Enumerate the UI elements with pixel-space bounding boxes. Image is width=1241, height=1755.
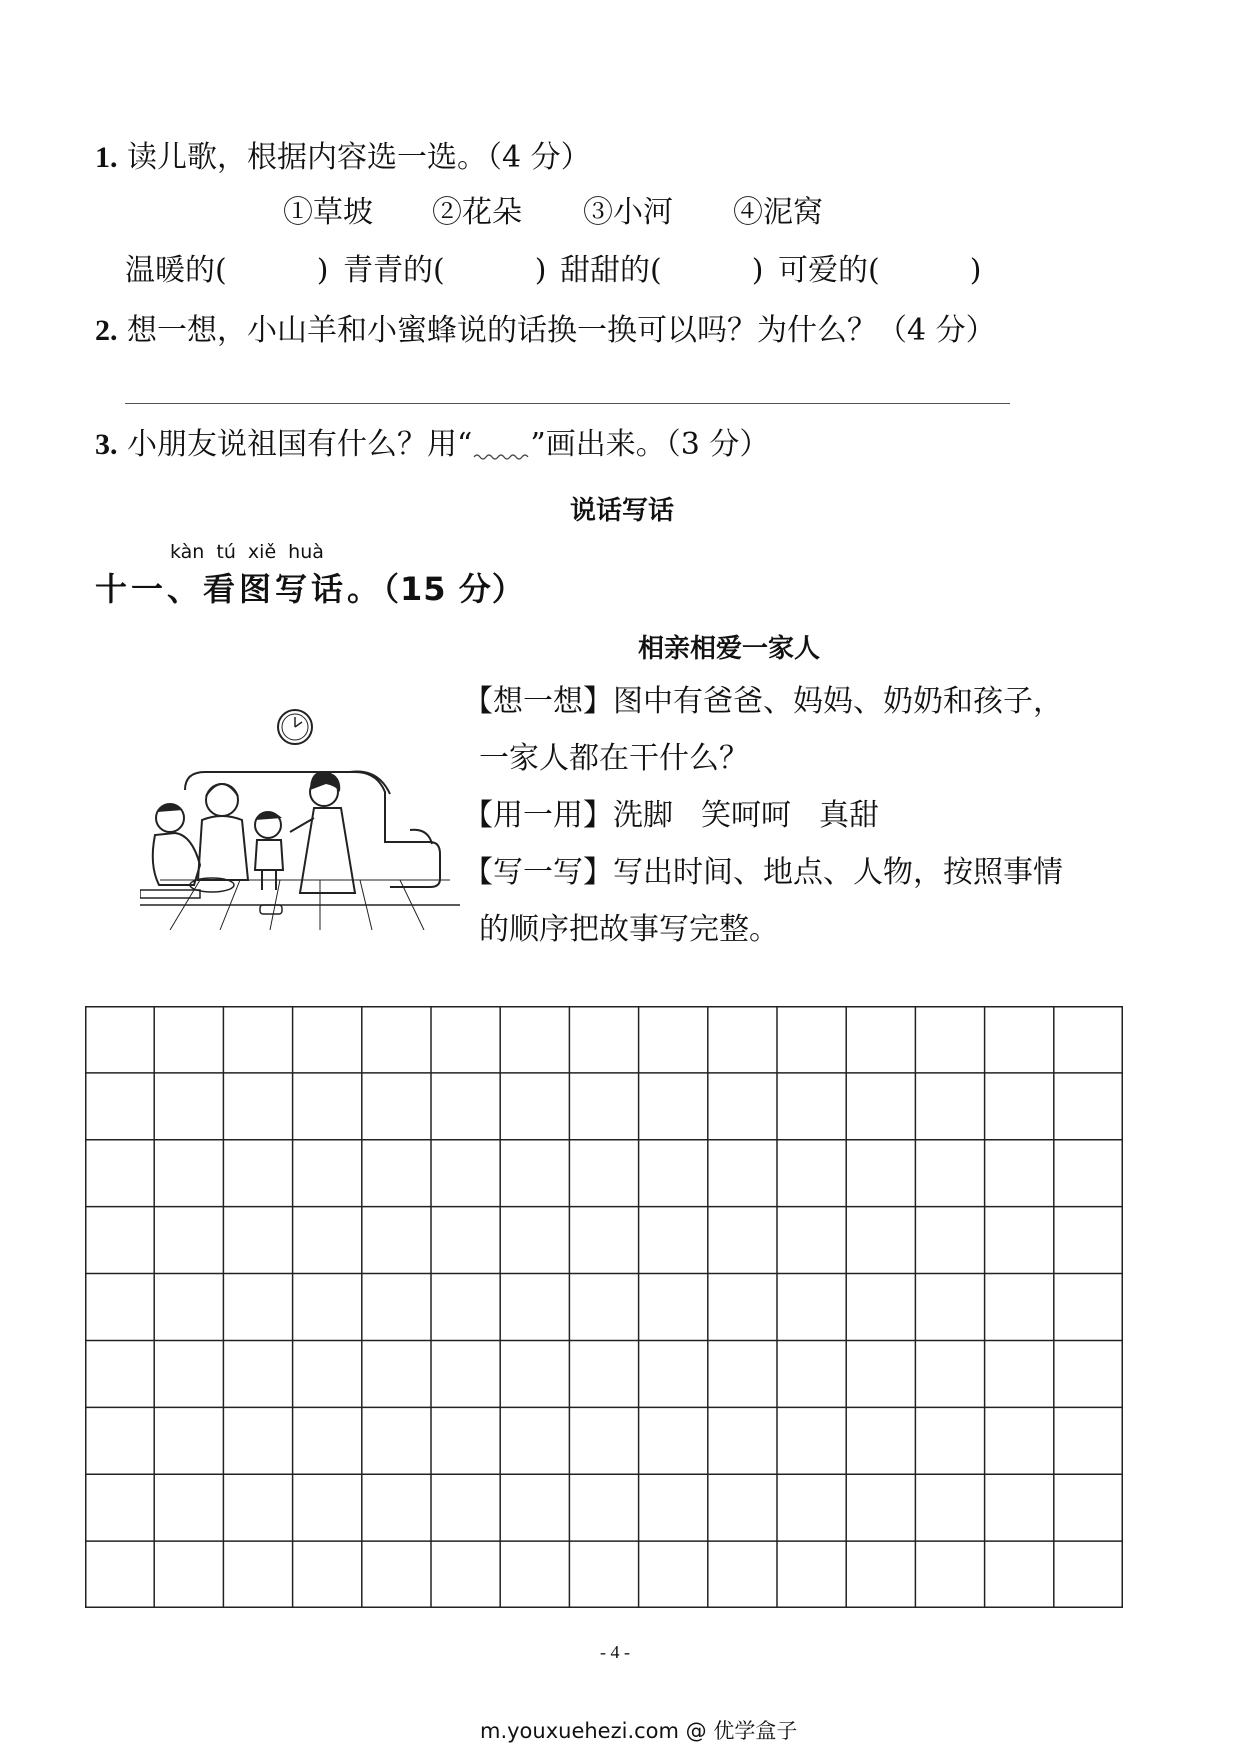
q1-number: 1. bbox=[95, 141, 118, 174]
q1-option-2: ②花朵 bbox=[432, 195, 522, 230]
writing-grid-lines[interactable] bbox=[85, 1006, 1123, 1608]
q11-title: 十一、看图写话。 bbox=[95, 570, 384, 608]
family-scene-icon bbox=[140, 700, 460, 930]
q1-blank-4[interactable]: 可爱的( ) bbox=[778, 253, 982, 288]
q1-blank-3[interactable]: 甜甜的( ) bbox=[560, 253, 764, 288]
section-title: 说话写话 bbox=[570, 496, 675, 526]
q2-text: 想一想，小山羊和小蜜蜂说的话换一换可以吗？为什么？ bbox=[127, 313, 878, 348]
q3-text-after: ”画出来。 bbox=[530, 427, 666, 462]
writing-grid[interactable] bbox=[85, 1006, 1123, 1608]
q3-text-before: 小朋友说祖国有什么？用“ bbox=[127, 427, 473, 462]
q1-option-3: ③小河 bbox=[583, 195, 673, 230]
q3-score: （3 分） bbox=[665, 427, 770, 462]
wavy-underline-icon bbox=[472, 445, 530, 465]
think-text-1: 图中有爸爸、妈妈、奶奶和孩子， bbox=[613, 684, 1063, 719]
page-number: - 4 - bbox=[600, 1642, 630, 1662]
q1-text: 读儿歌，根据内容选一选。 bbox=[127, 140, 488, 175]
family-illustration bbox=[140, 700, 460, 930]
write-label: 【写一写】 bbox=[463, 855, 613, 890]
q11-write-line-1 bbox=[463, 853, 1063, 893]
q11-subtitle: 相亲相爱一家人 bbox=[638, 634, 821, 664]
q1-blank-2[interactable]: 青青的( ) bbox=[343, 253, 547, 288]
q11-use-line bbox=[463, 796, 879, 836]
use-label: 【用一用】 bbox=[463, 798, 613, 833]
q2-number: 2. bbox=[95, 314, 118, 347]
use-word-1: 洗脚 bbox=[613, 798, 673, 833]
write-text-1: 写出时间、地点、人物，按照事情 bbox=[613, 855, 1063, 890]
q2-score: （4 分） bbox=[877, 313, 996, 348]
footer-site: m.youxuehezi.com @ 优学盒子 bbox=[480, 1719, 798, 1743]
q11-score: （15 分） bbox=[383, 570, 525, 608]
use-word-3: 真甜 bbox=[819, 798, 879, 833]
q11-think-line-1 bbox=[463, 682, 1063, 722]
q3-prompt bbox=[95, 425, 769, 465]
q1-option-1: ①草坡 bbox=[283, 195, 373, 230]
q1-blank-1[interactable]: 温暖的( ) bbox=[125, 253, 329, 288]
q11-heading bbox=[95, 564, 525, 610]
q1-prompt bbox=[95, 138, 591, 178]
q2-prompt bbox=[95, 311, 996, 351]
use-word-2: 笑呵呵 bbox=[701, 798, 791, 833]
q11-pinyin: kàn tú xiě huà bbox=[170, 541, 324, 563]
q3-number: 3. bbox=[95, 428, 118, 461]
q1-option-4: ④泥窝 bbox=[733, 195, 823, 230]
q1-score: （4 分） bbox=[487, 140, 591, 175]
think-label: 【想一想】 bbox=[463, 684, 613, 719]
q11-think-line-2: 一家人都在干什么？ bbox=[479, 741, 749, 776]
q11-write-line-2: 的顺序把故事写完整。 bbox=[479, 912, 779, 947]
q2-answer-line[interactable] bbox=[125, 403, 1010, 404]
